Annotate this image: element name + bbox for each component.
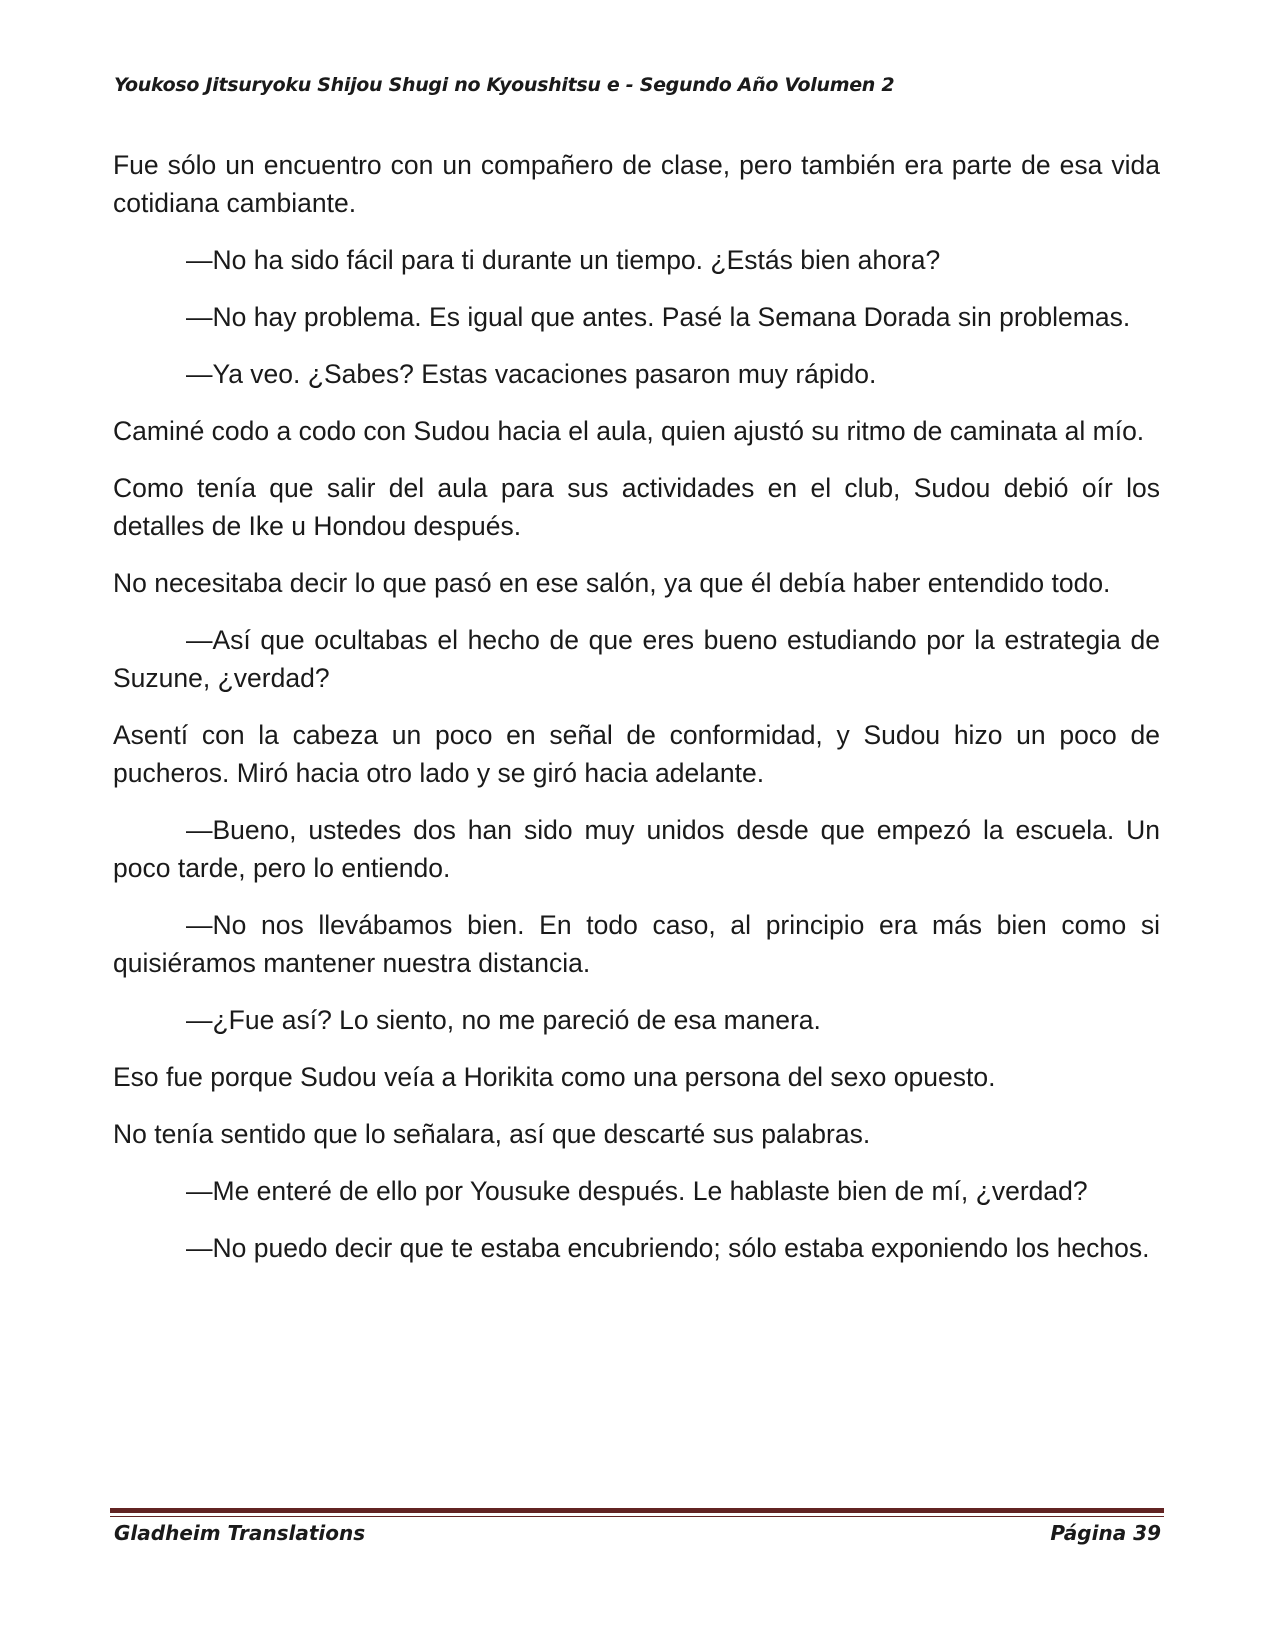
paragraph: Como tenía que salir del aula para sus actividades en el club, Sudou debió oír los detalles de Ike u Hondou después.	[113, 473, 1160, 541]
footer-rule-thick	[110, 1508, 1164, 1513]
dialog-paragraph: —No hay problema. Es igual que antes. Pasé la Semana Dorada sin problemas.	[186, 302, 1131, 332]
paragraph: Asentí con la cabeza un poco en señal de conformidad, y Sudou hizo un poco de pucheros. Miró hacia otro lado y se giró hacia adelante.	[113, 720, 1160, 788]
dialog-paragraph: —Me enteré de ello por Yousuke después. Le hablaste bien de mí, ¿verdad?	[186, 1176, 1088, 1206]
dialog-paragraph: —No nos llevábamos bien. En todo caso, al principio era más bien como si quisiéramos mantener nuestra distancia.	[113, 910, 1160, 978]
paragraph: No tenía sentido que lo señalara, así que descarté sus palabras.	[113, 1119, 871, 1149]
footer-page-number: Página 39	[1050, 1521, 1161, 1545]
dialog-paragraph: —Bueno, ustedes dos han sido muy unidos desde que empezó la escuela. Un poco tarde, pero lo entiendo.	[113, 815, 1160, 883]
dialog-paragraph: —No puedo decir que te estaba encubriendo; sólo estaba exponiendo los hechos.	[186, 1233, 1150, 1263]
dialog-paragraph: —Ya veo. ¿Sabes? Estas vacaciones pasaron muy rápido.	[186, 359, 877, 389]
paragraph: Caminé codo a codo con Sudou hacia el aula, quien ajustó su ritmo de caminata al mío.	[113, 416, 1145, 446]
header-title: Youkoso Jitsuryoku Shijou Shugi no Kyoushitsu e - Segundo Año Volumen 2	[114, 74, 895, 96]
footer-translator: Gladheim Translations	[114, 1521, 366, 1545]
dialog-paragraph: —No ha sido fácil para ti durante un tiempo. ¿Estás bien ahora?	[186, 245, 941, 275]
paragraph: Fue sólo un encuentro con un compañero de clase, pero también era parte de esa vida cotidiana cambiante.	[113, 150, 1160, 218]
page-body	[113, 146, 1160, 1286]
paragraph: Eso fue porque Sudou veía a Horikita como una persona del sexo opuesto.	[113, 1062, 996, 1092]
dialog-paragraph: —Así que ocultabas el hecho de que eres bueno estudiando por la estrategia de Suzune, ¿verdad?	[113, 625, 1160, 693]
paragraph: No necesitaba decir lo que pasó en ese salón, ya que él debía haber entendido todo.	[113, 568, 1111, 598]
dialog-paragraph: —¿Fue así? Lo siento, no me pareció de esa manera.	[186, 1005, 821, 1035]
footer-rule-thin	[110, 1516, 1164, 1517]
